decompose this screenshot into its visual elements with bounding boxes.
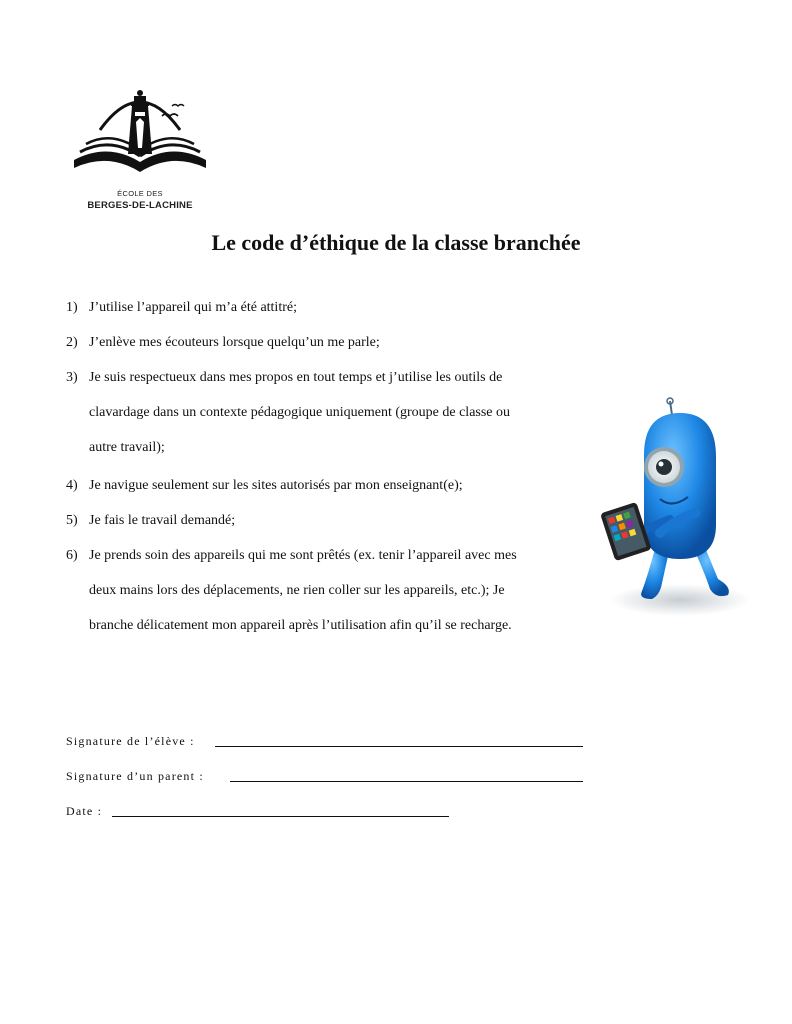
rule-text-line: Je suis respectueux dans mes propos en tout temps et j’utilise les outils de <box>89 370 503 385</box>
rule-text-line: Je prends soin des appareils qui me sont prêtés (ex. tenir l’appareil avec mes <box>89 548 517 563</box>
rule-number: 2) <box>66 335 78 350</box>
rule-number: 5) <box>66 513 78 528</box>
page-title: Le code d’éthique de la classe branchée <box>211 230 581 255</box>
student-signature-line[interactable] <box>215 746 583 747</box>
rule-text-line: branche délicatement mon appareil après l’utilisation afin qu’il se recharge. <box>89 618 512 633</box>
logo-school-name: BERGES-DE-LACHINE <box>87 200 193 211</box>
rule-text-line: Je fais le travail demandé; <box>89 513 236 528</box>
rule-number: 1) <box>66 300 78 315</box>
rule-number: 4) <box>66 478 78 493</box>
rule-text-line: autre travail); <box>89 440 165 455</box>
rule-text-line: J’utilise l’appareil qui m’a été attitré; <box>89 300 297 315</box>
rule-text-line: clavardage dans un contexte pédagogique uniquement (groupe de classe ou <box>89 405 511 420</box>
parent-signature-label: Signature d’un parent : <box>66 769 204 783</box>
date-line[interactable] <box>112 816 449 817</box>
school-logo-icon <box>70 82 210 180</box>
rule-number: 3) <box>66 370 78 385</box>
logo-school-label: ÉCOLE DES <box>117 189 163 198</box>
rule-number: 6) <box>66 548 78 563</box>
rule-text-line: J’enlève mes écouteurs lorsque quelqu’un me parle; <box>89 335 380 350</box>
rule-text-line: deux mains lors des déplacements, ne rien coller sur les appareils, etc.); Je <box>89 583 505 598</box>
student-signature-label: Signature de l’élève : <box>66 734 195 748</box>
blue-robot-tablet-illustration-icon <box>600 395 750 620</box>
date-label: Date : <box>66 804 103 818</box>
rule-text-line: Je navigue seulement sur les sites autorisés par mon enseignant(e); <box>89 478 463 493</box>
parent-signature-line[interactable] <box>230 781 583 782</box>
